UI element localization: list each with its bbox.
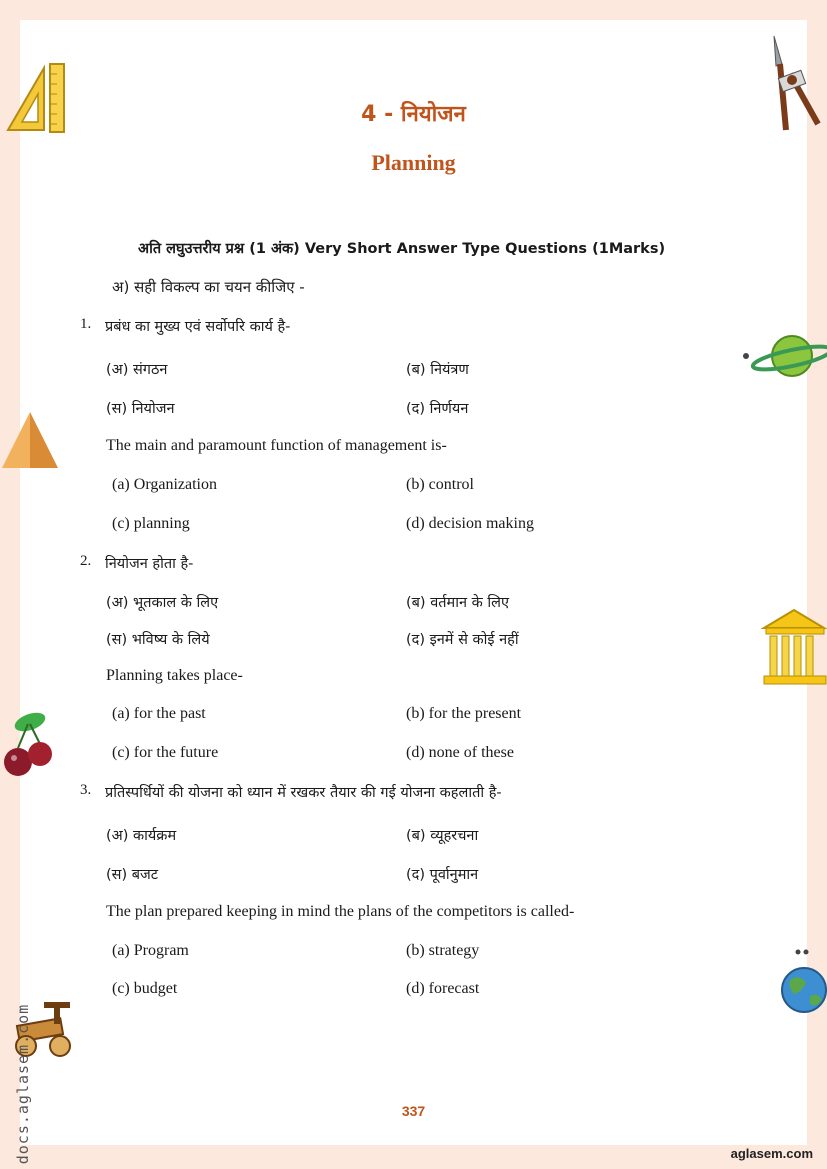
option-english: (d) none of these	[406, 744, 514, 761]
question-number: 1.	[80, 316, 92, 332]
option-hindi: (स) नियोजन	[106, 401, 175, 417]
option-hindi: (द) निर्णयन	[406, 401, 469, 417]
temple-icon	[760, 606, 827, 688]
option-english: (c) budget	[112, 980, 178, 997]
option-english: (d) forecast	[406, 980, 480, 997]
option-english: (c) for the future	[112, 744, 219, 761]
option-english: (b) for the present	[406, 705, 522, 722]
option-english: (a) for the past	[112, 705, 206, 722]
option-english: (a) Program	[112, 942, 189, 959]
instruction-text: अ) सही विकल्प का चयन कीजिए -	[112, 278, 305, 296]
brand-link[interactable]: aglasem.com	[730, 1146, 813, 1161]
question-text-english: The main and paramount function of management is-	[106, 437, 447, 454]
watermark: docs.aglasem.com	[14, 1003, 32, 1165]
question-number: 2.	[80, 553, 92, 569]
cherries-icon	[0, 708, 60, 780]
option-hindi: (ब) व्यूहरचना	[406, 828, 479, 844]
option-english: (c) planning	[112, 515, 190, 532]
question-text-hindi: नियोजन होता है-	[105, 556, 194, 572]
option-english: (d) decision making	[406, 515, 534, 532]
option-hindi: (अ) संगठन	[106, 362, 168, 378]
option-hindi: (अ) भूतकाल के लिए	[106, 595, 219, 611]
chapter-title-english: Planning	[371, 150, 456, 175]
globe-icon	[776, 948, 827, 1018]
question-text-hindi: प्रतिस्पर्धियों की योजना को ध्यान में रखकर तैयार की गई योजना कहलाती है-	[105, 785, 502, 801]
option-english: (b) control	[406, 476, 474, 493]
option-english: (a) Organization	[112, 476, 217, 493]
option-hindi: (अ) कार्यक्रम	[106, 828, 177, 844]
option-hindi: (स) बजट	[106, 867, 159, 883]
option-hindi: (ब) वर्तमान के लिए	[406, 595, 509, 611]
chapter-title-hindi: 4 - नियोजन	[361, 102, 466, 127]
question-text-english: Planning takes place-	[106, 667, 243, 684]
document-page	[20, 20, 807, 1145]
question-text-english: The plan prepared keeping in mind the plans of the competitors is called-	[106, 903, 575, 920]
question-text-hindi: प्रबंध का मुख्य एवं सर्वोपरि कार्य है-	[105, 319, 291, 335]
option-hindi: (द) इनमें से कोई नहीं	[406, 632, 519, 648]
page-number: 337	[401, 1103, 426, 1119]
option-hindi: (द) पूर्वानुमान	[406, 867, 479, 883]
option-hindi: (स) भविष्य के लिये	[106, 632, 210, 648]
question-number: 3.	[80, 782, 92, 798]
section-heading: अति लघुउत्तरीय प्रश्न (1 अंक) Very Short Answer Type Questions (1Marks)	[138, 241, 666, 257]
option-english: (b) strategy	[406, 942, 480, 959]
option-hindi: (ब) नियंत्रण	[406, 362, 469, 378]
pyramid-icon	[0, 408, 60, 470]
planet-icon	[740, 332, 827, 382]
